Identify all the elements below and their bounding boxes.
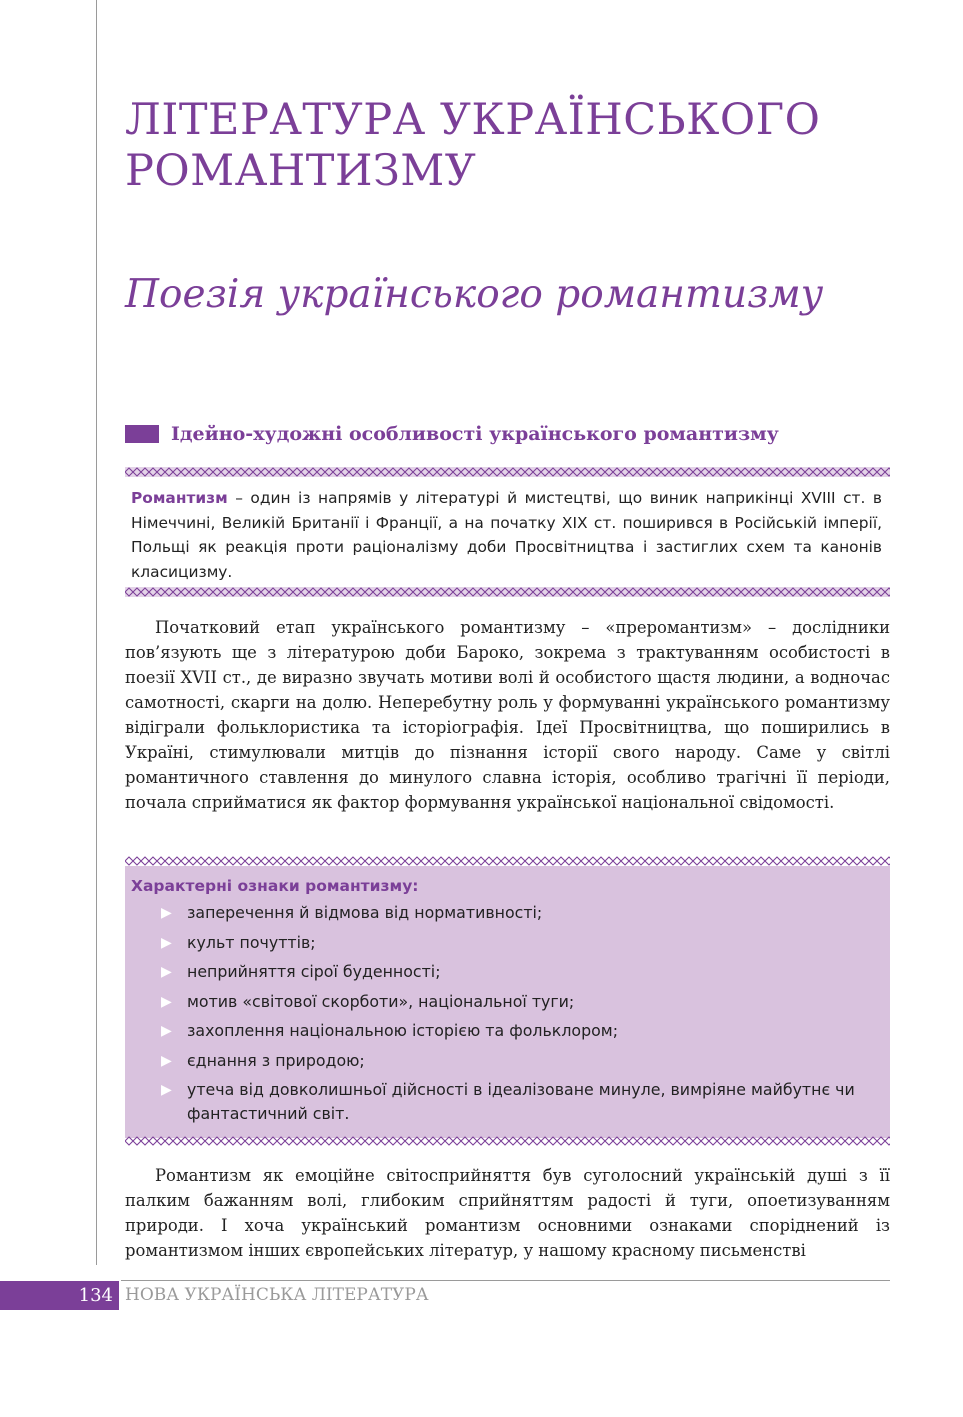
section-title: Ідейно-художні особливості українського романтизму: [171, 423, 779, 445]
list-item: ▶ заперечення й відмова від нормативності;: [131, 901, 880, 925]
ornament-border-features-bottom: [125, 1136, 890, 1146]
ornament-border-bottom: [125, 587, 890, 597]
section-marker: [125, 425, 159, 443]
definition-term: Романтизм: [131, 489, 228, 507]
triangle-bullet-icon: ▶: [161, 1052, 172, 1069]
definition-box: [125, 478, 890, 583]
list-item: ▶ захоплення національною історією та фольклором;: [131, 1019, 880, 1043]
list-item: ▶ культ почуттів;: [131, 931, 880, 955]
ornament-border-top: [125, 467, 890, 477]
triangle-bullet-icon: ▶: [161, 993, 172, 1010]
triangle-bullet-icon: ▶: [161, 1082, 172, 1098]
features-list: [131, 901, 880, 1126]
triangle-bullet-icon: ▶: [161, 964, 172, 980]
page-number-tab: [0, 1281, 119, 1310]
margin-line: [96, 0, 97, 1265]
triangle-bullet-icon: ▶: [161, 905, 172, 921]
triangle-bullet-icon: ▶: [161, 1023, 172, 1039]
list-item: ▶ єднання з природою;: [131, 1049, 880, 1073]
page-number: 134: [78, 1285, 113, 1306]
list-item: ▶ неприйняття сірої буденності;: [131, 960, 880, 984]
features-box: [125, 866, 890, 1138]
paragraph-romanticism-soul: Романтизм як емоційне світосприйняття був суголосний українській душі з її палким бажанням волі, глибоким сприйняттям радості й туги, опоетизуванням природи. І хоча український романтизм основними ознаками споріднений із романтизмом інших європейських літератур, у нашому красному письменстві: [125, 1166, 890, 1260]
list-item: ▶ утеча від довколишньої дійсності в ідеалізоване минуле, вимріяне майбутнє чи фантастичний світ.: [161, 1080, 855, 1123]
triangle-bullet-icon: ▶: [161, 934, 172, 951]
definition-text: – один із напрямів у літературі й мистецтві, що виник наприкінці XVIII ст. в Німеччині, Великій Британії і Франції, а на початку XIX ст. поширився в Російській імперії, Польщі як реакція проти раціоналізму доби Просвітництва і застиглих схем та канонів класицизму.: [131, 489, 882, 581]
features-title: Характерні ознаки романтизму:: [131, 877, 419, 895]
section-heading: [125, 421, 895, 447]
book-title: НОВА УКРАЇНСЬКА ЛІТЕРАТУРА: [125, 1285, 429, 1305]
chapter-title: ЛІТЕРАТУРА УКРАЇНСЬКОГО РОМАНТИЗМУ: [125, 95, 821, 196]
list-item: ▶ мотив «світової скорботи», національної туги;: [131, 990, 880, 1014]
paragraph-preromanticism: Початковий етап українського романтизму – «преромантизм» – дослідники пов’язують ще з літературою доби Бароко, зокрема з трактуванням особистості в поезії XVII ст., де виразно звучать мотиви волі й особистого щастя людини, а водночас самотності, скарги на долю. Неперебутну роль у формуванні українського романтизму відіграли фольклористика та історіографія. Ідеї Просвітництва, що поширились в Україні, стимулювали митців до пізнання історії свого народу. Саме у світлі романтичного ставлення до минулого славна історія, особливо трагічні її періоди, почала сприйматися як фактор формування української національної свідомості.: [125, 618, 890, 812]
subtitle: Поезія українського романтизму: [125, 272, 824, 317]
ornament-border-features-top: [125, 856, 890, 866]
